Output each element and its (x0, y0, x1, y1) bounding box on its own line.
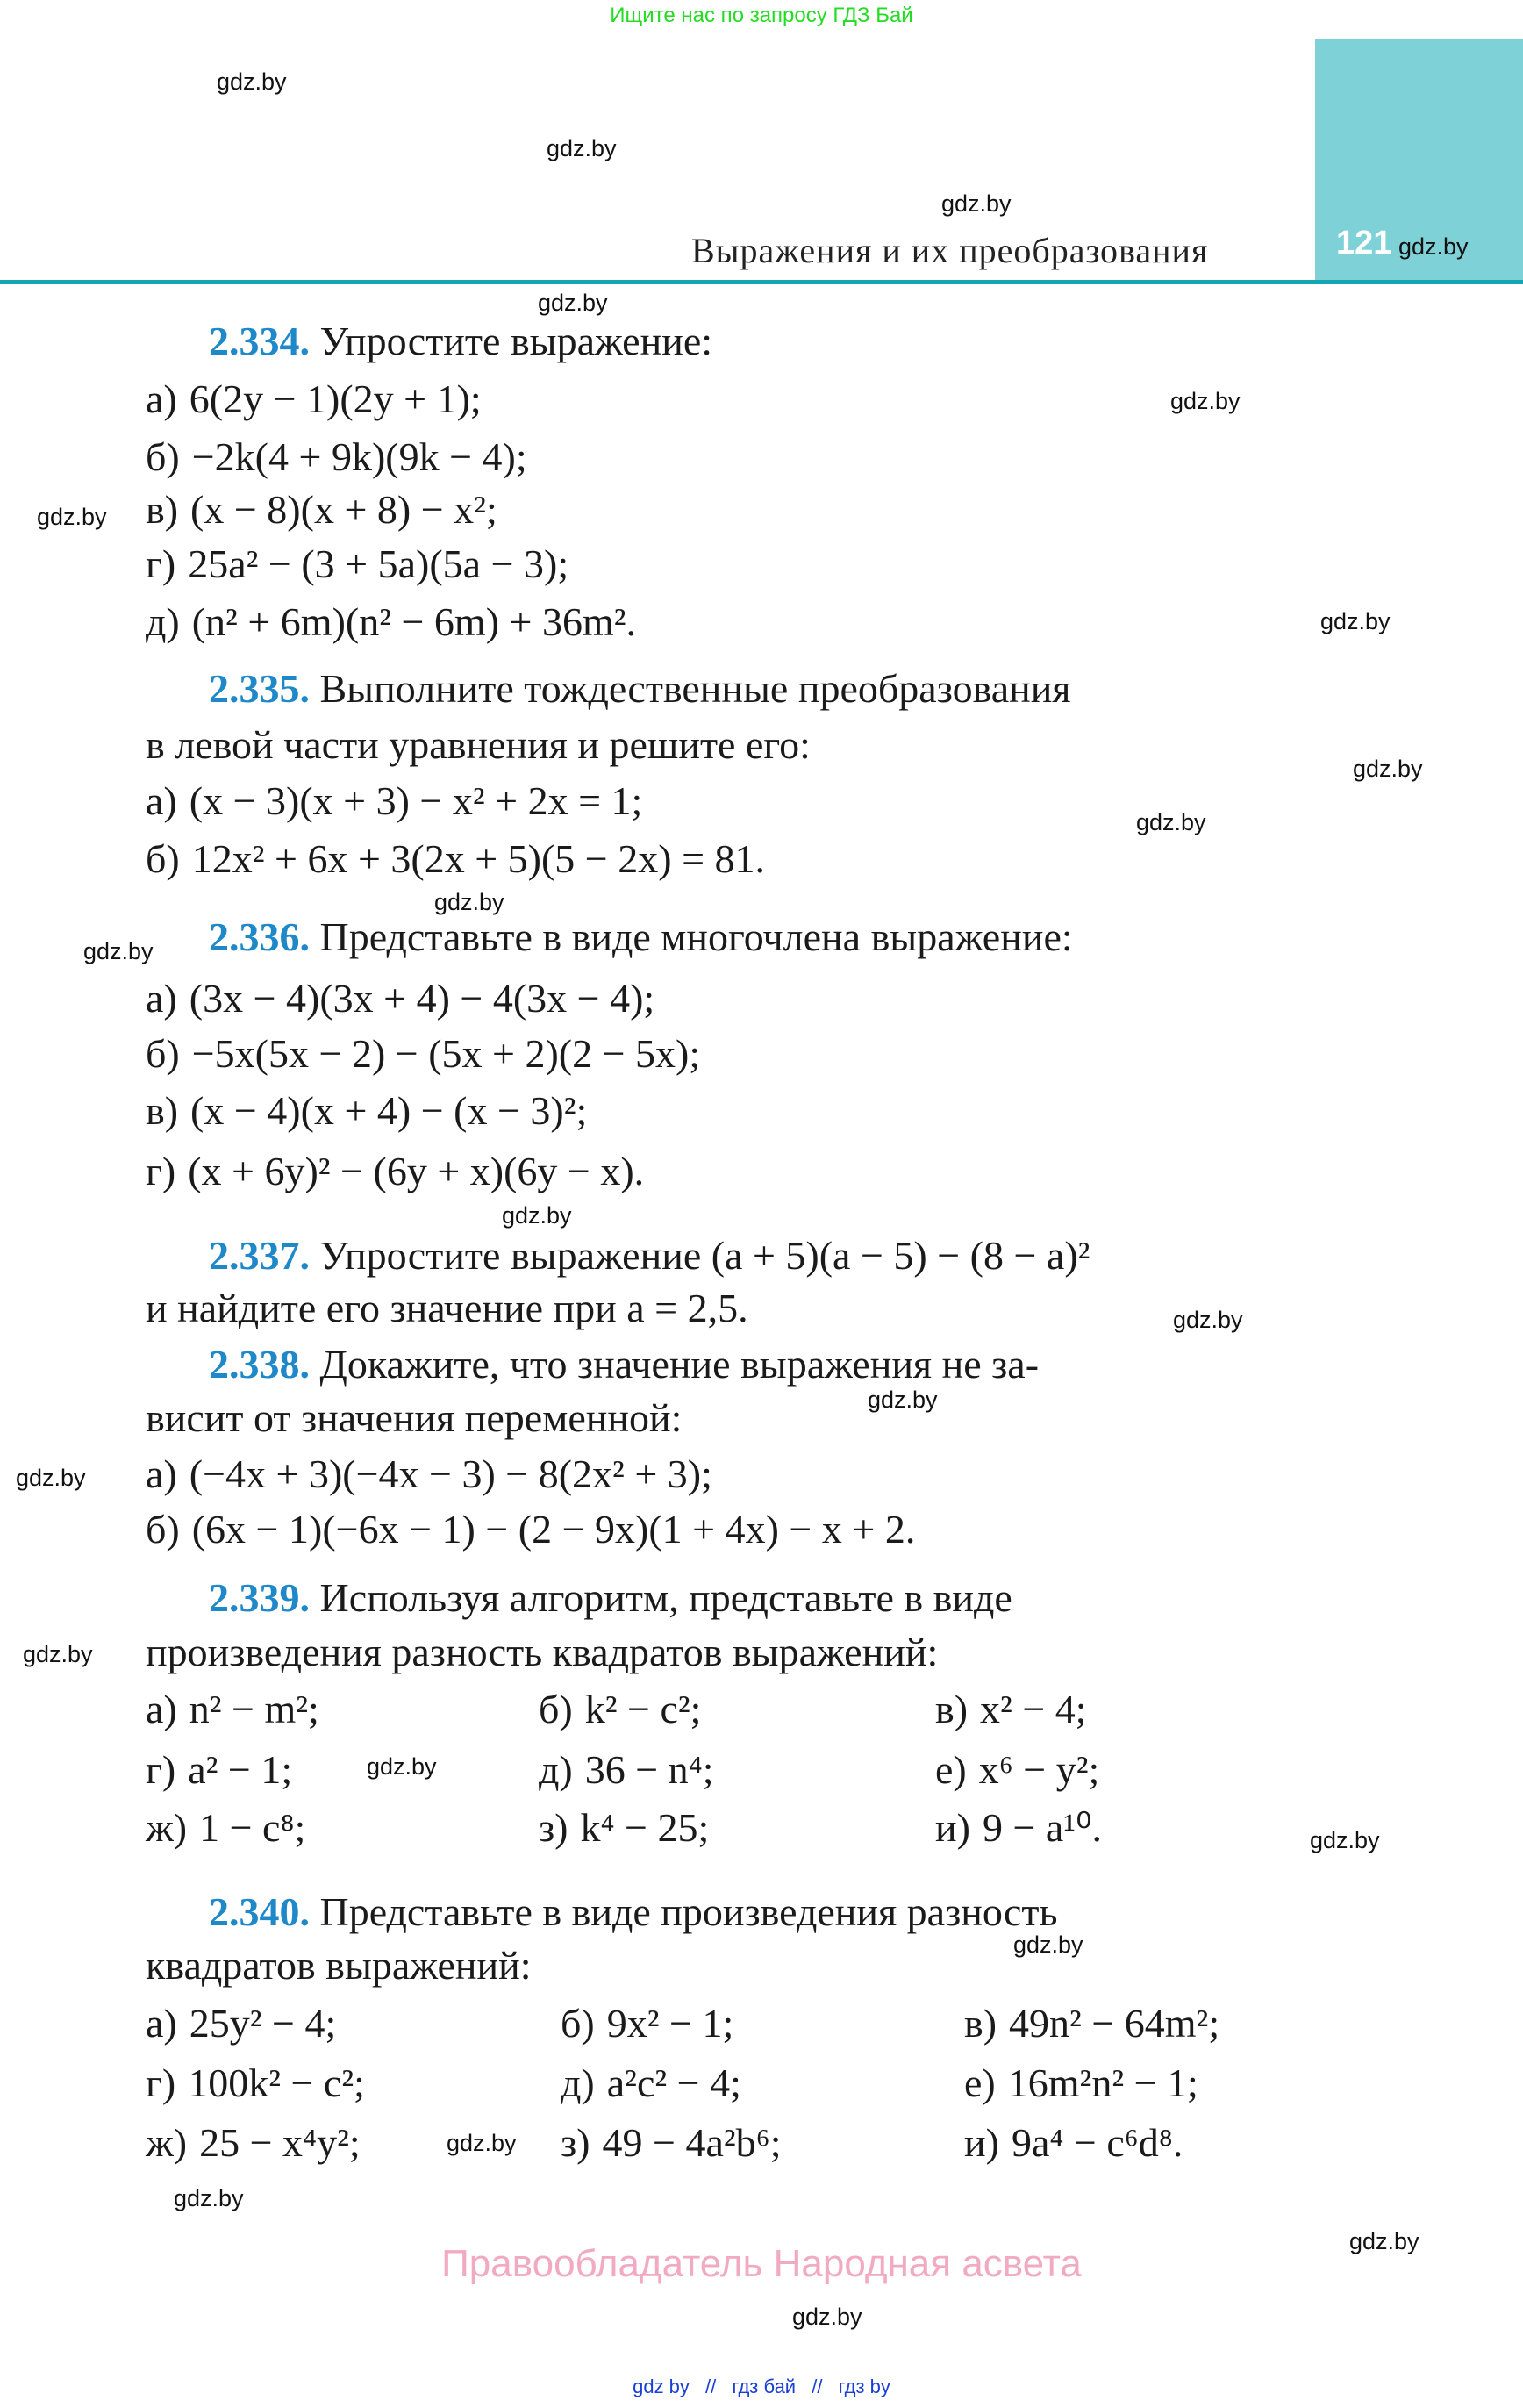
page-number: 121 (1336, 225, 1392, 262)
list-item (146, 599, 637, 644)
item-expression: 6(2y − 1)(2y + 1); (189, 376, 482, 421)
watermark-text: gdz.by (447, 2130, 517, 2156)
item-expression: 12x² + 6x + 3(2x + 5)(5 − 2x) = 81. (191, 836, 766, 881)
problem-2-339-heading (209, 1575, 1012, 1620)
item-label: е) (935, 1747, 967, 1792)
watermark-text: gdz.by (1398, 233, 1469, 260)
item-label: б) (146, 1031, 180, 1076)
item-label: г) (146, 541, 176, 586)
item-label: и) (964, 2120, 999, 2165)
grid-item (964, 2003, 1219, 2044)
watermark-text: gdz.by (1310, 1827, 1380, 1853)
grid-item (561, 2003, 733, 2044)
list-item (146, 541, 569, 586)
grid-item (935, 1805, 1103, 1850)
item-expression: (x − 4)(x + 4) − (x − 3)²; (190, 1088, 588, 1133)
item-label: в) (964, 2001, 997, 2046)
watermark-text: gdz.by (792, 2304, 862, 2330)
item-expression: 49n² − 64m²; (1009, 2001, 1220, 2046)
item-label: в) (146, 1088, 179, 1133)
item-expression: −2k(4 + 9k)(9k − 4); (191, 434, 527, 479)
list-item (146, 1451, 712, 1496)
watermark-text: gdz.by (367, 1753, 437, 1780)
watermark-text: gdz.by (434, 889, 504, 915)
item-expression: x⁶ − y²; (978, 1747, 1100, 1792)
item-expression: 25a² − (3 + 5a)(5a − 3); (188, 541, 569, 586)
problem-text: Докажите, что значение выражения не за- (319, 1342, 1040, 1387)
item-expression: (−4x + 3)(−4x − 3) − 8(2x² + 3); (189, 1451, 712, 1496)
item-label: и) (935, 1805, 970, 1850)
item-label: б) (146, 836, 180, 881)
problem-text: Используя алгоритм, представьте в виде (319, 1575, 1012, 1620)
item-expression: (x − 8)(x + 8) − x²; (190, 487, 497, 532)
list-item (146, 1509, 915, 1550)
item-expression: 36 − n⁴; (584, 1747, 714, 1792)
footer-link-gdz-by-2[interactable]: гдз by (838, 2376, 890, 2397)
watermark-text: gdz.by (941, 190, 1012, 217)
footer-link-gdz-bai[interactable]: гдз бай (732, 2376, 797, 2397)
grid-item (146, 1689, 319, 1730)
problem-number: 2.340. (209, 1889, 310, 1934)
problem-text: Выполните тождественные преобразования (319, 666, 1071, 711)
watermark-text: gdz.by (174, 2185, 244, 2211)
item-expression: (6x − 1)(−6x − 1) − (2 − 9x)(1 + 4x) − x + 2. (191, 1507, 916, 1552)
problem-2-335-heading (209, 666, 1071, 711)
item-label: а) (146, 376, 177, 421)
item-expression: k² − c²; (584, 1687, 702, 1731)
grid-item (146, 1805, 306, 1850)
problem-text-continued: квадратов выражений: (146, 1943, 532, 1988)
item-expression: 25y² − 4; (189, 2001, 337, 2046)
watermark-text: gdz.by (83, 938, 154, 964)
list-item (146, 978, 654, 1019)
copyright-notice: Правообладатель Народная асвета (441, 2242, 1082, 2285)
problem-text: Представьте в виде многочлена выражение: (319, 914, 1073, 959)
item-expression: (x + 6y)² − (6y + x)(6y − x). (188, 1149, 645, 1193)
list-item (146, 778, 643, 823)
item-label: б) (561, 2001, 595, 2046)
grid-item (146, 2003, 336, 2044)
item-label: г) (146, 1747, 176, 1792)
grid-item (561, 2120, 782, 2165)
item-label: д) (539, 1747, 573, 1792)
item-expression: (n² + 6m)(n² − 6m) + 36m². (191, 599, 637, 644)
problem-2-334-heading (209, 321, 712, 362)
item-expression: a² − 1; (188, 1747, 293, 1792)
watermark-text: gdz.by (502, 1202, 572, 1229)
item-label: в) (935, 1687, 969, 1731)
problem-2-340-heading (209, 1889, 1058, 1934)
item-expression: 16m²n² − 1; (1007, 2060, 1198, 2105)
item-label: а) (146, 976, 177, 1021)
problem-2-337-heading (209, 1233, 1090, 1278)
problem-number: 2.334. (209, 319, 310, 363)
item-label: д) (146, 599, 180, 644)
problem-text-continued: произведения разность квадратов выражений: (146, 1630, 939, 1674)
watermark-text: gdz.by (868, 1387, 938, 1413)
list-item (146, 1151, 644, 1192)
grid-item (146, 1747, 293, 1792)
problem-text: Представьте в виде произведения разность (319, 1889, 1058, 1934)
grid-item (539, 1805, 710, 1850)
problem-text-continued: в левой части уравнения и решите его: (146, 722, 811, 767)
grid-item (146, 2060, 365, 2105)
list-item (146, 376, 482, 421)
item-label: а) (146, 1687, 177, 1731)
grid-item (935, 1747, 1100, 1792)
item-expression: 49 − 4a²b⁶; (602, 2120, 782, 2165)
list-item (146, 836, 766, 881)
item-label: г) (146, 1149, 176, 1193)
list-item (146, 487, 497, 532)
item-expression: −5x(5x − 2) − (5x + 2)(2 − 5x); (191, 1031, 701, 1076)
item-label: б) (539, 1687, 573, 1731)
item-label: а) (146, 778, 177, 823)
item-expression: 25 − x⁴y²; (199, 2120, 361, 2165)
list-item (146, 434, 527, 479)
item-label: в) (146, 487, 179, 532)
footer-separator: // (705, 2376, 717, 2397)
item-label: а) (146, 2001, 177, 2046)
footer-links (0, 2376, 1523, 2398)
item-label: г) (146, 2060, 176, 2105)
item-label: а) (146, 1451, 177, 1496)
item-expression: a²c² − 4; (606, 2060, 741, 2105)
watermark-text: gdz.by (1320, 608, 1391, 634)
grid-item (561, 2060, 741, 2105)
watermark-text: gdz.by (217, 68, 287, 95)
item-label: з) (561, 2120, 590, 2165)
item-expression: (3x − 4)(3x + 4) − 4(3x − 4); (189, 976, 655, 1021)
item-label: з) (539, 1805, 568, 1850)
problem-number: 2.339. (209, 1575, 310, 1620)
search-banner: Ищите нас по запросу ГДЗ Бай (610, 4, 913, 27)
grid-item (935, 1689, 1087, 1730)
item-label: б) (146, 434, 180, 479)
footer-link-gdz-by[interactable]: gdz by (633, 2376, 690, 2397)
problem-number: 2.338. (209, 1342, 310, 1387)
item-expression: 9a⁴ − c⁶d⁸. (1011, 2120, 1183, 2165)
watermark-text: gdz.by (538, 290, 608, 316)
grid-item (539, 1689, 701, 1730)
problem-number: 2.336. (209, 914, 310, 959)
footer-separator: // (812, 2376, 823, 2397)
problem-text: Упростите выражение: (319, 319, 713, 363)
problem-2-338-heading (209, 1344, 1039, 1385)
problem-2-336-heading (209, 914, 1073, 959)
problem-text-continued: висит от значения переменной: (146, 1395, 683, 1440)
item-label: б) (146, 1507, 180, 1552)
watermark-text: gdz.by (23, 1641, 93, 1667)
problem-number: 2.337. (209, 1233, 310, 1278)
item-expression: k⁴ − 25; (580, 1805, 710, 1850)
item-label: ж) (146, 1805, 188, 1850)
grid-item (964, 2060, 1198, 2105)
grid-item (146, 2120, 361, 2165)
problem-number: 2.335. (209, 666, 310, 711)
watermark-text: gdz.by (1353, 756, 1423, 782)
item-label: е) (964, 2060, 996, 2105)
watermark-text: gdz.by (1013, 1931, 1083, 1958)
watermark-text: gdz.by (1170, 388, 1241, 414)
item-expression: 9x² − 1; (606, 2001, 734, 2046)
item-label: ж) (146, 2120, 188, 2165)
problem-text: Упростите выражение (a + 5)(a − 5) − (8 − a)² (319, 1233, 1090, 1278)
item-expression: (x − 3)(x + 3) − x² + 2x = 1; (189, 778, 643, 823)
grid-item (539, 1747, 714, 1792)
problem-text-continued: и найдите его значение при a = 2,5. (146, 1286, 748, 1330)
list-item (146, 1088, 588, 1133)
watermark-text: gdz.by (1136, 809, 1206, 835)
item-expression: 9 − a¹⁰. (982, 1805, 1103, 1850)
item-expression: x² − 4; (980, 1687, 1087, 1731)
header-rule (0, 280, 1523, 284)
watermark-text: gdz.by (1349, 2228, 1419, 2254)
item-expression: n² − m²; (189, 1687, 319, 1731)
chapter-title: Выражения и их преобразования (691, 231, 1209, 270)
item-expression: 1 − c⁸; (199, 1805, 306, 1850)
watermark-text: gdz.by (1173, 1307, 1243, 1333)
watermark-text: gdz.by (547, 135, 617, 161)
watermark-text: gdz.by (16, 1465, 86, 1491)
watermark-text: gdz.by (37, 504, 107, 530)
item-expression: 100k² − c²; (188, 2060, 365, 2105)
item-label: д) (561, 2060, 595, 2105)
grid-item (964, 2120, 1183, 2165)
list-item (146, 1031, 701, 1076)
